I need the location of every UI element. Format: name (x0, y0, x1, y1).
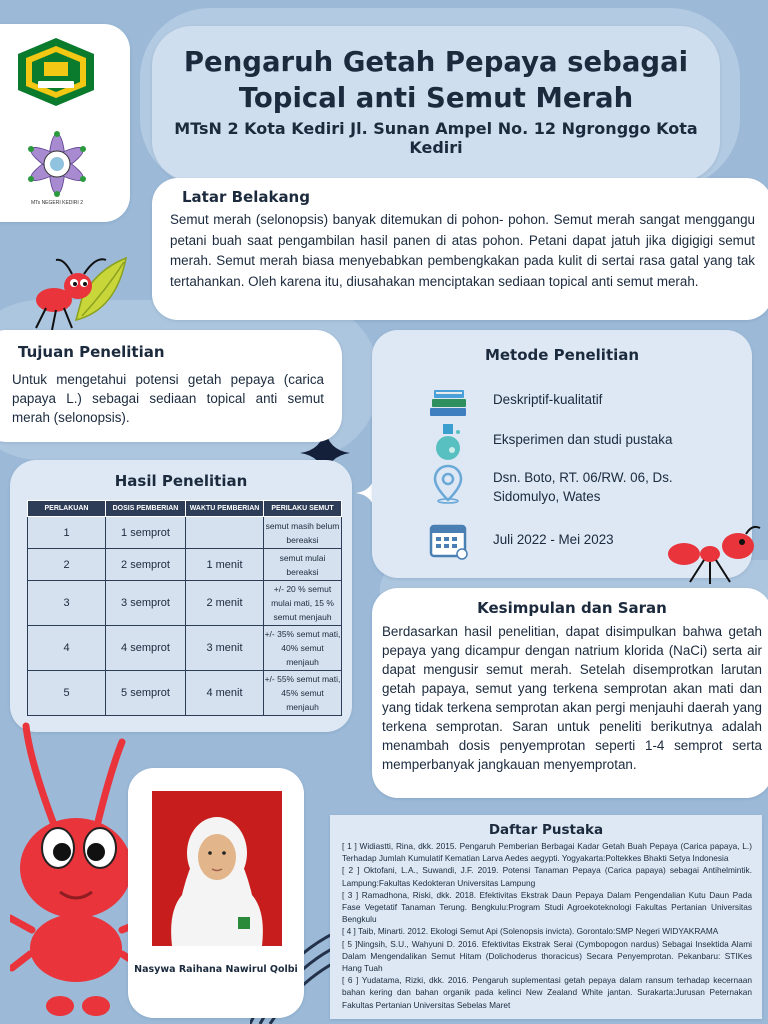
ant-leaf-illustration (16, 250, 132, 334)
hasil-penelitian-card (10, 460, 352, 732)
table-cell: +/- 35% semut mati, 40% semut menjauh (264, 626, 342, 671)
student-photo-card (128, 768, 304, 1018)
books-icon (428, 382, 468, 422)
logo-card (0, 24, 130, 222)
daftar-pustaka-title: Daftar Pustaka (488, 822, 604, 838)
table-cell: 1 (28, 517, 106, 549)
metode-item-text: Deskriptif-kualitatif (493, 392, 603, 407)
daftar-pustaka-card (330, 815, 762, 1019)
list-item: [ 2 ] Oktofani, L.A., Suwandi, J.F. 2019. Potensi Tanaman Pepaya (Carica papaya) sebagai Antihelmintik. Lampung:Fakultas Kedokteran Universitas Lampung (342, 865, 752, 888)
latar-belakang-text: Semut merah (selonopsis) banyak ditemukan di pohon- pohon. Semut merah sangat menggangu petani buah saat pengambilan hasil panen di atas pohon. Petani dapat jatuh jika digigigi semut merah. Semut merah biasa menyebabkan pembengkakan pada kulit di sertai rasa gatal yang tak tertahankan. Oleh karena itu, diusahakan menciptakan sediaan topical anti semut merah. (170, 212, 755, 289)
student-name: Nasywa Raihana Nawirul Qolbi (134, 964, 298, 975)
table-row (28, 626, 342, 671)
table-cell: +/- 20 % semut mulai mati, 15 % semut menjauh (264, 581, 342, 626)
table-cell: +/- 55% semut mati, 45% semut menjauh (264, 671, 342, 716)
table-cell: 3 semprot (106, 581, 186, 626)
table-row (28, 517, 342, 549)
table-cell: 2 (28, 549, 106, 581)
table-cell: semut mulai bereaksi (264, 549, 342, 581)
list-item: [ 1 ] Widiastti, Rina, dkk. 2015. Pengaruh Pemberian Berbagai Kadar Getah Buah Pepaya (Carica papaya, L.) Terhadap Jumlah Kumulatif Kematian Larva Aedes aegypti. Yogyakarta:Poltekkes Bhakti Setya Indonesia (342, 841, 752, 864)
latar-belakang-card (152, 178, 768, 320)
mts-logo-text: MTs NEGERI KEDIRI 2 (31, 200, 83, 206)
table-header-row (28, 501, 342, 517)
hasil-table (27, 500, 342, 716)
table-row (28, 671, 342, 716)
metode-item-text: Dsn. Boto, RT. 06/RW. 06, Ds. Sidomulyo, Wates (493, 470, 673, 504)
kemenag-logo (14, 36, 98, 108)
table-row (28, 581, 342, 626)
table-cell: 4 (28, 626, 106, 671)
list-item: [ 5 ]Ningsih, S.U., Wahyuni D. 2016. Efektivitas Ekstrak Serai (Cymbopogon nardus) Sebagai Insektida Alami Dalam Mengendalikan Semut Hitam (Dolichoderus thoracicus) Secara Penyemprotan. Pekanbaru: STIKes Hang Tuah (342, 938, 752, 974)
ant-illustration (660, 524, 768, 588)
daftar-pustaka-list (342, 840, 752, 1011)
metode-penelitian-title: Metode Penelitian (484, 346, 640, 364)
table-header-cell: DOSIS PEMBERIAN (106, 501, 186, 517)
flask-icon (428, 422, 468, 462)
table-cell: 4 menit (186, 671, 264, 716)
tujuan-penelitian-card (0, 330, 342, 442)
page-title: Pengaruh Getah Pepaya sebagai Topical anti Semut Merah (183, 46, 689, 114)
tujuan-penelitian-title: Tujuan Penelitian (18, 343, 165, 361)
list-item: [ 3 ] Ramadhona, Riski, dkk. 2018. Efektivitas Ekstrak Daun Pepaya Dalam Pengendalian Kutu Daun Pada Fase Vegetatif Tanaman Terung. Bengkulu:Program Studi Agroekoteknologi Fakultas Pertanian Universitas Bengkulu (342, 889, 752, 925)
table-cell: 5 (28, 671, 106, 716)
kesimpulan-title: Kesimpulan dan Saran (477, 599, 667, 617)
title-card (152, 26, 720, 181)
table-cell: 2 menit (186, 581, 264, 626)
table-header-cell: PERILAKU SEMUT (264, 501, 342, 517)
table-row (28, 549, 342, 581)
table-cell: 1 menit (186, 549, 264, 581)
table-header-cell: PERLAKUAN (28, 501, 106, 517)
table-cell: 3 menit (186, 626, 264, 671)
mts-logo (18, 128, 96, 206)
table-cell: 2 semprot (106, 549, 186, 581)
calendar-icon (428, 520, 468, 560)
list-item: [ 6 ] Yudatama, Rizki, dkk. 2016. Pengaruh suplementasi getah pepaya dalam ransum terhadap kecernaan bahan kering dan bahan organik pada kelinci New Zealand White jantan. Surakarta:Jurusan Peternakan Fakultas Pertanian Universitas Sebelas Maret (342, 975, 752, 1010)
table-cell: 4 semprot (106, 626, 186, 671)
hasil-penelitian-title: Hasil Penelitian (114, 472, 248, 490)
table-cell: 1 semprot (106, 517, 186, 549)
table-header-cell: WAKTU PEMBERIAN (186, 501, 264, 517)
kesimpulan-card (372, 588, 768, 798)
metode-item-text: Eksperimen dan studi pustaka (493, 432, 673, 447)
table-cell: 3 (28, 581, 106, 626)
list-item: [ 4 ] Taib, Minarti. 2012. Ekologi Semut Api (Solenopsis invicta). Gorontalo:SMP Negeri WIDYAKRAMA (342, 926, 719, 937)
page-subtitle: MTsN 2 Kota Kediri Jl. Sunan Ampel No. 12 Ngronggo Kota Kediri (174, 119, 698, 157)
tujuan-penelitian-text: Untuk mengetahui potensi getah pepaya (carica papaya L.) sebagai sediaan topical anti semut merah (selonopsis). (12, 372, 324, 425)
table-cell: semut masih belum bereaksi (264, 517, 342, 549)
student-photo (152, 791, 282, 946)
location-pin-icon (428, 464, 468, 504)
latar-belakang-title: Latar Belakang (182, 188, 310, 206)
kesimpulan-text: Berdasarkan hasil penelitian, dapat disimpulkan bahwa getah pepaya yang dicampur dengan natrium klorida (NaCi) serta air dapat mengusir semut merah. Setelah disemprotkan larutan getah papaya, semut yang terkena semprotan akan mati dan yang tidak terkena semprotan akan pergi menjauhi daerah yang terkena semprotan. Saran untuk peneliti berikutnya adalah menambah dosis penyemprotan seperti 1-4 semprot serta memperbanyak jangkauan menyemprotan. (382, 624, 762, 772)
metode-item-text: Juli 2022 - Mei 2023 (493, 532, 614, 547)
table-cell (186, 517, 264, 549)
table-cell: 5 semprot (106, 671, 186, 716)
